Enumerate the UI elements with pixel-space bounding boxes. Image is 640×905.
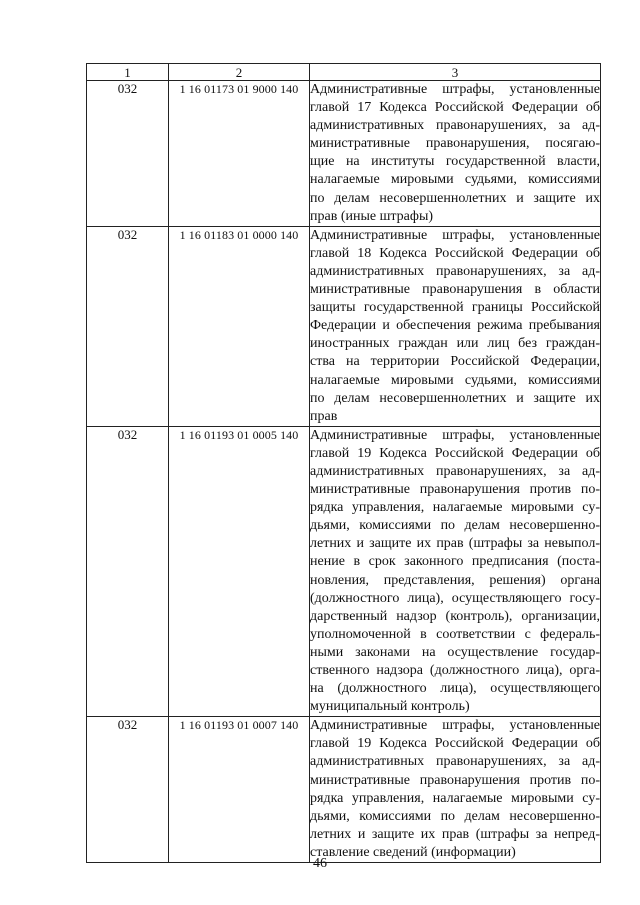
description-line: защиты государственной границы Российской: [310, 300, 600, 316]
description-line: Административные штрафы, установленные: [310, 82, 600, 97]
description-line: щие на институты государственной власти,: [310, 154, 600, 170]
description-line: налагаемые мировыми судьями, комиссиями: [310, 372, 600, 388]
description-line: административных правонарушениях, за ад-: [310, 263, 600, 279]
description-line: нение в срок законного предписания (поста-: [310, 554, 600, 570]
description-cell: [310, 81, 601, 227]
description-line: иностранных граждан или лиц без граждан-: [310, 336, 600, 352]
description-line: налагаемые мировыми судьями, комиссиями: [310, 172, 600, 188]
classification-code-cell: 1 16 01193 01 0005 140: [169, 426, 310, 717]
description-line: министративные правонарушения против по-: [310, 772, 600, 788]
classification-code-cell: 1 16 01183 01 0000 140: [169, 226, 310, 426]
description-line: ставление сведений (информации): [310, 844, 516, 860]
description-line: по делам несовершеннолетних и защите их: [310, 390, 600, 406]
description-line: рядка управления, налагаемые мировыми су-: [310, 500, 600, 516]
table-row: [87, 226, 601, 426]
description-line: главой 18 Кодекса Российской Федерации об: [310, 245, 600, 261]
admin-code-cell: 032: [87, 81, 169, 227]
description-cell: [310, 226, 601, 426]
description-cell: [310, 717, 601, 863]
description-line: летних и защите их прав (штрафы за невыпол-: [310, 536, 600, 552]
description-line: Административные штрафы, установленные: [310, 227, 600, 243]
table-row: [87, 717, 601, 863]
description-line: административных правонарушениях, за ад-: [310, 463, 600, 479]
description-line: дьями, комиссиями по делам несовершенно-: [310, 518, 600, 534]
document-table: [86, 63, 601, 863]
admin-code-cell: 032: [87, 717, 169, 863]
description-line: административных правонарушениях, за ад-: [310, 754, 600, 770]
description-line: главой 19 Кодекса Российской Федерации об: [310, 445, 600, 461]
description-line: рядка управления, налагаемые мировыми су-: [310, 790, 600, 806]
admin-code-cell: 032: [87, 426, 169, 717]
description-line: Федерации и обеспечения режима пребывания: [310, 318, 600, 334]
description-line: административных правонарушениях, за ад-: [310, 118, 600, 134]
description-line: министративные правонарушения, посягаю-: [310, 136, 600, 152]
header-col-1: 1: [87, 64, 169, 81]
page-number: 46: [313, 856, 327, 871]
description-line: Административные штрафы, установленные: [310, 718, 600, 734]
description-line: дарственный надзор (контроль), организации,: [310, 608, 600, 624]
description-line: летних и защите их прав (штрафы за непред-: [310, 826, 600, 842]
description-line: главой 19 Кодекса Российской Федерации об: [310, 736, 600, 752]
description-cell: [310, 426, 601, 717]
description-line: ства на территории Российской Федерации,: [310, 354, 600, 370]
description-line: дьями, комиссиями по делам несовершенно-: [310, 808, 600, 824]
classification-code-cell: 1 16 01193 01 0007 140: [169, 717, 310, 863]
description-line: прав: [310, 408, 338, 424]
header-col-3: 3: [310, 64, 601, 81]
description-line: уполномоченной в соответствии с федераль-: [310, 626, 600, 642]
description-line: министративные правонарушения в области: [310, 282, 600, 298]
description-line: (должностного лица), осуществляющего госу-: [310, 590, 600, 606]
description-line: новления, представления, решения) органа: [310, 572, 600, 588]
description-line: ными законами на осуществление государ-: [310, 644, 600, 660]
description-line: муниципальный контроль): [310, 699, 470, 715]
description-line: главой 17 Кодекса Российской Федерации об: [310, 100, 600, 116]
description-line: по делам несовершеннолетних и защите их: [310, 190, 600, 206]
table-row: [87, 81, 601, 227]
classification-code-cell: 1 16 01173 01 9000 140: [169, 81, 310, 227]
description-line: на (должностного лица), осуществляющего: [310, 681, 600, 697]
table-body: [87, 81, 601, 863]
header-col-2: 2: [169, 64, 310, 81]
admin-code-cell: 032: [87, 226, 169, 426]
header-row: [87, 64, 601, 81]
table-row: [87, 426, 601, 717]
description-line: министративные правонарушения против по-: [310, 482, 600, 498]
description-line: прав (иные штрафы): [310, 208, 434, 224]
description-line: ственного надзора (должностного лица), орга-: [310, 663, 600, 678]
description-line: Административные штрафы, установленные: [310, 427, 600, 443]
